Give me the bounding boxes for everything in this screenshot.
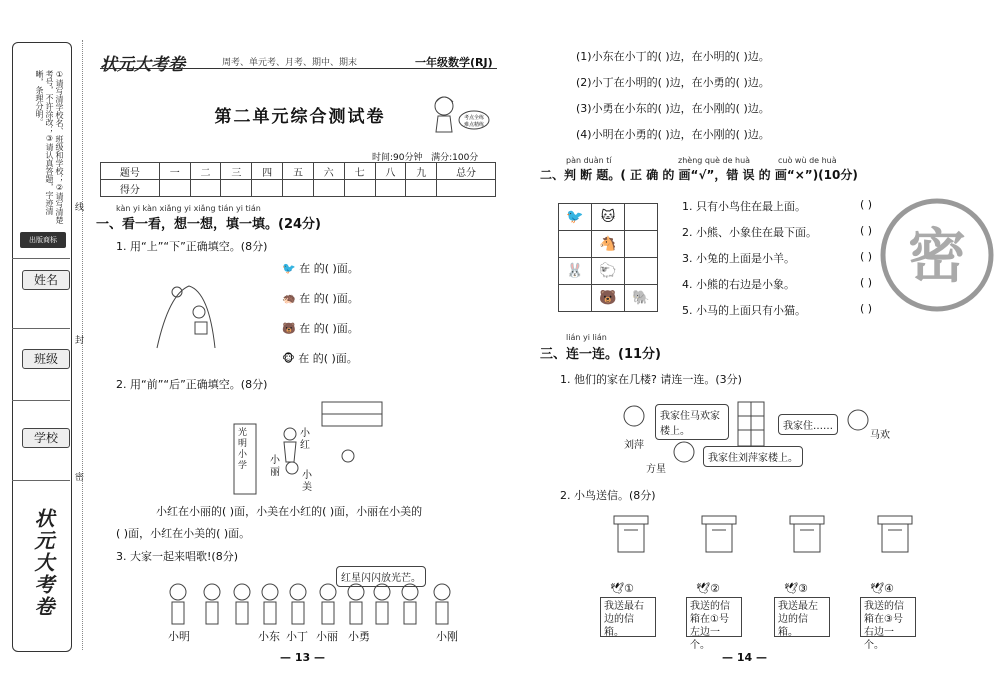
grid-cell-sheep: 🐑 <box>592 258 625 285</box>
school-label: 学校 <box>22 428 70 448</box>
section2-pinyin-a: pàn duàn tí <box>566 156 612 165</box>
score-cell: 得分 <box>101 180 160 197</box>
judge-item-3: 3. 小兔的上面是小羊。 <box>682 252 795 265</box>
position-question-3: (3)小勇在小东的( )边，在小刚的( )边。 <box>576 102 770 115</box>
judge-answer-2[interactable]: ( ) <box>860 224 873 237</box>
q2-title: 2. 用“前”“后”正确填空。(8分) <box>116 378 268 391</box>
exam-time: 时间:90分钟 <box>372 153 423 163</box>
bubble-liuping: 我家住马欢家楼上。 <box>655 404 729 440</box>
bird-icon: 🕊 <box>784 582 798 595</box>
bird-icon: 🕊 <box>870 582 884 595</box>
grade-label: 一年级数学(RJ) <box>415 56 493 69</box>
name-fangxing: 方星 <box>646 464 666 475</box>
header-rule <box>100 68 497 69</box>
score-input-cell[interactable] <box>283 180 314 197</box>
q3-title: 3. 大家一起来唱歌!(8分) <box>116 550 238 563</box>
q3-name-xiaoming: 小明 <box>168 630 190 643</box>
mascot-image <box>428 92 490 134</box>
mailbox-icon <box>788 514 826 554</box>
grid-cell-empty <box>559 231 592 258</box>
mascot-caption-2: 难点精练 <box>463 122 485 128</box>
page-number-right: — 14 — <box>722 651 767 664</box>
score-input-cell[interactable] <box>344 180 375 197</box>
score-cell: 八 <box>375 163 406 180</box>
hill-animals-image <box>155 272 220 350</box>
q2-line-1: 小红在小丽的( )面，小美在小红的( )面，小丽在小美的 <box>156 505 423 518</box>
grid-cell-empty <box>625 204 658 231</box>
letter-card-1: 我送最右边的信箱。 <box>600 597 656 637</box>
bird-2 <box>696 582 720 595</box>
sidebar-brand-logo: 状元大考卷 <box>31 508 55 618</box>
q2-name-xiaoli: 小丽 <box>270 455 280 478</box>
grid-cell-bear: 🐻 <box>592 285 625 312</box>
score-input-cell[interactable] <box>159 180 190 197</box>
judge-item-2: 2. 小熊、小象住在最下面。 <box>682 226 817 239</box>
q3-name-xiaogang: 小刚 <box>436 630 458 643</box>
grid-cell-horse: 🐴 <box>592 231 625 258</box>
score-cell: 七 <box>344 163 375 180</box>
divider <box>12 328 70 329</box>
q1-line-1: 🐦 在 的( )面。 <box>282 262 359 275</box>
score-input-cell[interactable] <box>406 180 437 197</box>
mailbox-icon <box>876 514 914 554</box>
score-table <box>100 162 496 197</box>
q1-line-3-text: 在 的( )面。 <box>299 322 359 335</box>
q3-name-xiaoyong: 小勇 <box>348 630 370 643</box>
bird-number: ④ <box>883 582 894 595</box>
score-input-cell[interactable] <box>252 180 283 197</box>
section2-pinyin-b: zhèng què de huà <box>678 156 751 165</box>
section1-pinyin: kàn yi kàn xiǎng yi xiǎng tián yi tián <box>116 204 261 213</box>
judge-item-4: 4. 小熊的右边是小象。 <box>682 278 795 291</box>
grid-cell-empty <box>625 231 658 258</box>
q1-line-1-text: 在 的( )面。 <box>299 262 359 275</box>
position-question-4: (4)小明在小勇的( )边，在小刚的( )边。 <box>576 128 770 141</box>
q1-line-2: 🦔 在 的( )面。 <box>282 292 359 305</box>
section3-title: 三、连一连。(11分) <box>540 347 661 362</box>
bird-number: ③ <box>797 582 808 595</box>
grid-cell-elephant: 🐘 <box>625 285 658 312</box>
divider <box>12 400 70 401</box>
score-input-cell[interactable] <box>221 180 252 197</box>
section3-pinyin: lián yi lián <box>566 333 607 342</box>
score-cell: 六 <box>313 163 344 180</box>
header-tagline: 周考、单元考、月考、期中、期末 <box>222 58 358 68</box>
q1-line-4: 🐵 在 的( )面。 <box>282 352 358 365</box>
mailbox-icon <box>700 514 738 554</box>
judge-item-1: 1. 只有小鸟住在最上面。 <box>682 200 806 213</box>
grid-cell-cat: 🐱 <box>592 204 625 231</box>
q1-rows <box>282 260 359 380</box>
page-title: 第二单元综合测试卷 <box>214 107 386 127</box>
cut-mark-line: 线 <box>75 203 85 213</box>
school-gate-image <box>230 398 400 496</box>
q1-line-4-text: 在 的( )面。 <box>298 352 358 365</box>
sidebar-seal: 出版商标 <box>20 232 66 248</box>
bird-number: ② <box>709 582 720 595</box>
bird-number: ① <box>623 582 634 595</box>
judge-item-5: 5. 小马的上面只有小猫。 <box>682 304 806 317</box>
score-cell: 题号 <box>101 163 160 180</box>
position-question-2: (2)小丁在小明的( )边，在小勇的( )边。 <box>576 76 770 89</box>
score-table-header-row <box>101 163 496 180</box>
judge-answer-5[interactable]: ( ) <box>860 302 873 315</box>
secret-stamp-char: 密 <box>907 222 967 290</box>
q1-line-3: 🐻 在 的( )面。 <box>282 322 359 335</box>
judge-answer-3[interactable]: ( ) <box>860 250 873 263</box>
score-cell: 五 <box>283 163 314 180</box>
grid-cell-empty <box>625 258 658 285</box>
cut-mark-seal: 封 <box>75 336 85 346</box>
q2-name-xiaohong: 小红 <box>300 428 310 451</box>
score-cell: 四 <box>252 163 283 180</box>
judge-answer-1[interactable]: ( ) <box>860 198 873 211</box>
q3-name-xiaodong: 小东 <box>258 630 280 643</box>
position-question-1: (1)小东在小丁的( )边，在小明的( )边。 <box>576 50 770 63</box>
q3-speech-bubble: 红星闪闪放光芒。 <box>336 566 426 587</box>
q1-line-2-text: 在 的( )面。 <box>299 292 359 305</box>
connect-q2-title: 2. 小鸟送信。(8分) <box>560 489 656 502</box>
section2-title: 二、判 断 题。( 正 确 的 画“√”，错 误 的 画“×”)(10分) <box>540 168 858 182</box>
bubble-mahuan: 我家住…… <box>778 414 838 435</box>
score-input-cell[interactable] <box>375 180 406 197</box>
q3-name-xiaoding: 小丁 <box>286 630 308 643</box>
animal-grid <box>558 203 658 312</box>
letter-card-4: 我送的信箱在③号右边一个。 <box>860 597 916 637</box>
mascot-caption-1: 考点全练 <box>463 115 485 121</box>
bird-4 <box>870 582 894 595</box>
letter-card-2: 我送的信箱在①号左边一个。 <box>686 597 742 637</box>
score-input-cell[interactable] <box>313 180 344 197</box>
letter-card-3: 我送最左边的信箱。 <box>774 597 830 637</box>
page-number-left: — 13 — <box>280 651 325 664</box>
grid-cell-bird: 🐦 <box>559 204 592 231</box>
name-mahuan: 马欢 <box>870 430 890 441</box>
score-input-cell[interactable] <box>190 180 221 197</box>
secret-stamp <box>878 196 996 314</box>
grid-cell-empty <box>559 285 592 312</box>
bird-icon: 🕊 <box>610 582 624 595</box>
children-row-image <box>160 582 460 628</box>
mailbox-icon <box>612 514 650 554</box>
school-sign: 光明小学 <box>238 428 248 471</box>
score-input-cell[interactable] <box>437 180 496 197</box>
q2-name-xiaomei: 小美 <box>302 470 312 493</box>
bird-3 <box>784 582 808 595</box>
connect-q1-title: 1. 他们的家在几楼? 请连一连。(3分) <box>560 373 742 386</box>
bird-icon: 🕊 <box>696 582 710 595</box>
cut-mark-secret: 密 <box>75 473 85 483</box>
bubble-fangxing: 我家住刘萍家楼上。 <box>703 446 803 467</box>
section1-title: 一、看一看，想一想，填一填。(24分) <box>96 217 321 232</box>
score-cell: 二 <box>190 163 221 180</box>
exam-full-score: 满分:100分 <box>431 153 479 163</box>
grid-cell-rabbit: 🐰 <box>559 258 592 285</box>
score-cell: 三 <box>221 163 252 180</box>
judge-answer-4[interactable]: ( ) <box>860 276 873 289</box>
divider <box>12 258 70 259</box>
header-brand: 状元大考卷 <box>100 55 185 75</box>
name-label: 姓名 <box>22 270 70 290</box>
q3-name-xiaoli: 小丽 <box>316 630 338 643</box>
section2-pinyin-c: cuò wù de huà <box>778 156 837 165</box>
score-table-score-row <box>101 180 496 197</box>
sidebar-instructions: ①请写清学校名、班级和学校；②请写清楚考号，不许涂改；③请认真答题，字迹清晰，条理分明。 <box>35 70 64 224</box>
bird-1 <box>610 582 634 595</box>
q2-line-2: ( )面，小红在小美的( )面。 <box>116 527 251 540</box>
class-label: 班级 <box>22 349 70 369</box>
q1-title: 1. 用“上”“下”正确填空。(8分) <box>116 240 268 253</box>
score-cell: 总分 <box>437 163 496 180</box>
name-liuping: 刘萍 <box>624 440 644 451</box>
score-cell: 九 <box>406 163 437 180</box>
score-cell: 一 <box>159 163 190 180</box>
divider <box>12 480 70 481</box>
